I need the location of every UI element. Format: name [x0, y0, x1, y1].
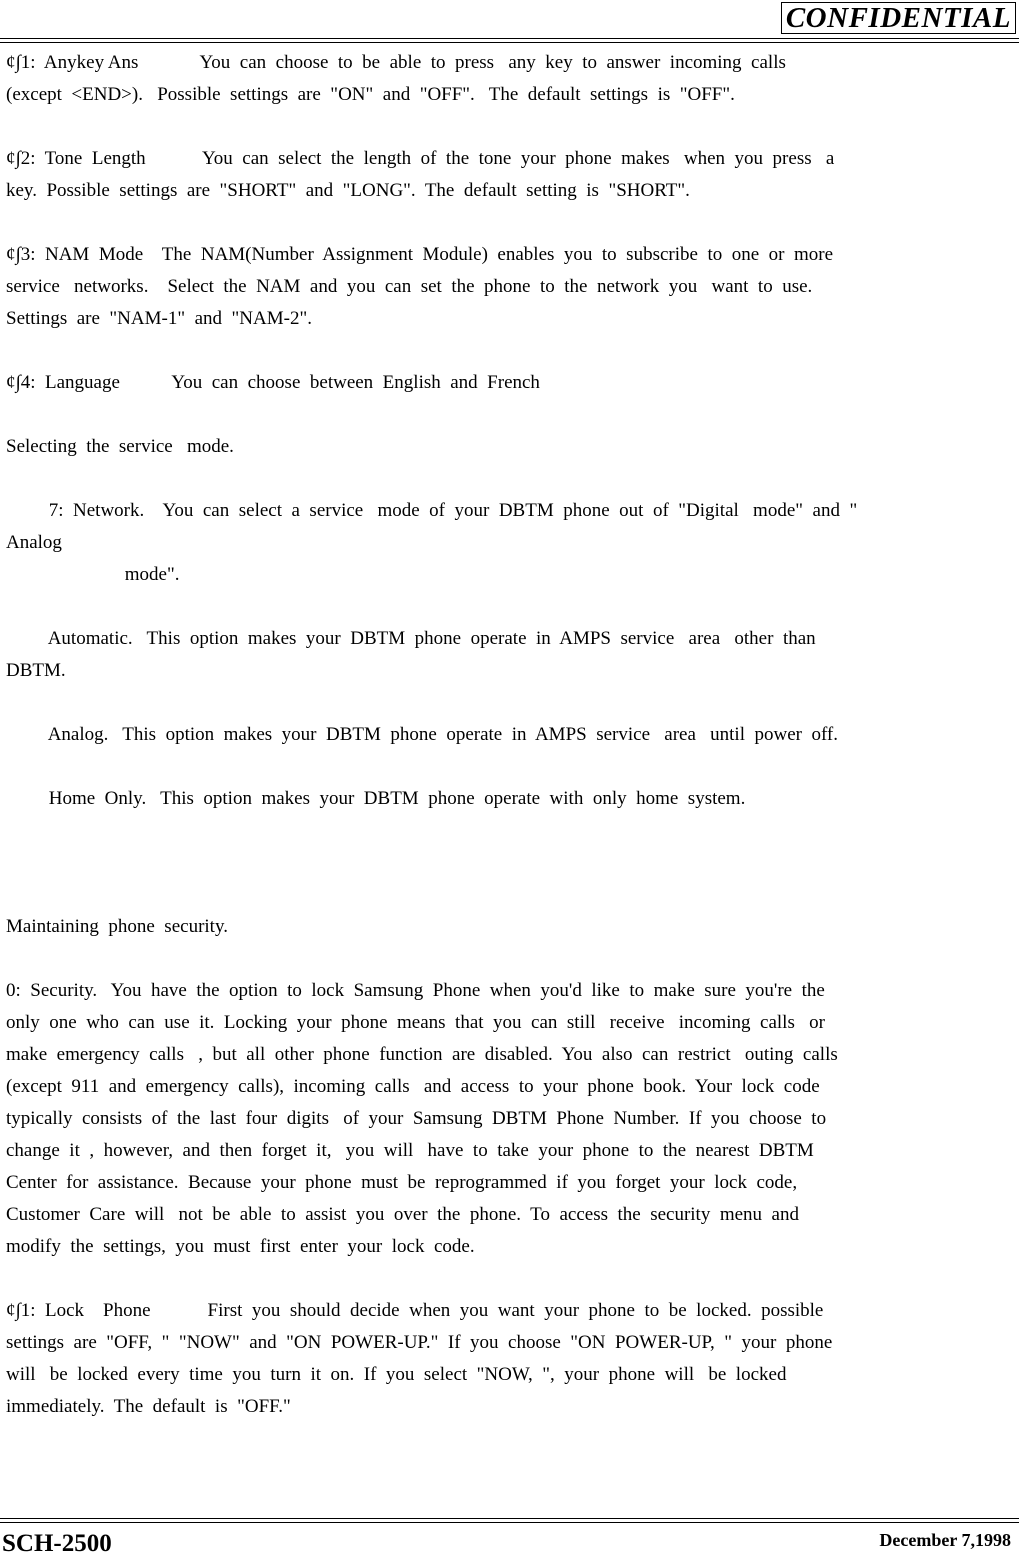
header-rule-bottom: [0, 42, 1019, 43]
text-line: modify the settings, you must first enter your lock code.: [6, 1236, 475, 1257]
text-line: 7: Network. You can select a service mode of your DBTM phone out of "Digital mode" and ": [6, 500, 858, 521]
text-line: (except <END>). Possible settings are "ON" and "OFF". The default settings is "OFF".: [6, 84, 735, 105]
section-heading: Maintaining phone security.: [6, 916, 228, 937]
section-heading: Selecting the service mode.: [6, 436, 234, 457]
header-rule-top: [0, 38, 1019, 39]
text-line: only one who can use it. Locking your phone means that you can still receive incoming calls or: [6, 1012, 825, 1033]
text-line: change it , however, and then forget it, you will have to take your phone to the nearest DBTM: [6, 1140, 814, 1161]
footer-rule-top: [0, 1518, 1019, 1519]
confidential-label: CONFIDENTIAL: [781, 2, 1016, 34]
text-line: make emergency calls , but all other phone function are disabled. You also can restrict outing calls: [6, 1044, 838, 1065]
text-line: DBTM.: [6, 660, 66, 681]
text-line: ¢∫4: Language You can choose between English and French: [6, 372, 540, 393]
text-line: 0: Security. You have the option to lock Samsung Phone when you'd like to make sure you're the: [6, 980, 825, 1001]
text-line: immediately. The default is "OFF.": [6, 1396, 291, 1417]
text-line: mode".: [6, 564, 180, 585]
document-date: December 7,1998: [879, 1530, 1011, 1550]
text-line: will be locked every time you turn it on. If you select "NOW, ", your phone will be locked: [6, 1364, 787, 1385]
text-line: typically consists of the last four digits of your Samsung DBTM Phone Number. If you choose to: [6, 1108, 827, 1129]
text-line: (except 911 and emergency calls), incoming calls and access to your phone book. Your lock code: [6, 1076, 820, 1097]
page-header: [0, 0, 1019, 44]
footer-rule-bottom: [0, 1522, 1019, 1523]
text-line: Automatic. This option makes your DBTM phone operate in AMPS service area other than: [6, 628, 816, 649]
text-line: ¢∫2: Tone Length You can select the length of the tone your phone makes when you press a: [6, 148, 835, 169]
text-line: ¢∫3: NAM Mode The NAM(Number Assignment Module) enables you to subscribe to one or more: [6, 244, 834, 265]
text-line: service networks. Select the NAM and you can set the phone to the network you want to use.: [6, 276, 813, 297]
text-line: Center for assistance. Because your phone must be reprogrammed if you forget your lock code,: [6, 1172, 798, 1193]
text-line: Home Only. This option makes your DBTM phone operate with only home system.: [6, 788, 746, 809]
text-line: Analog: [6, 532, 62, 553]
text-line: Customer Care will not be able to assist you over the phone. To access the security menu and: [6, 1204, 799, 1225]
text-line: Settings are "NAM-1" and "NAM-2".: [6, 308, 312, 329]
text-line: key. Possible settings are "SHORT" and "LONG". The default setting is "SHORT".: [6, 180, 690, 201]
text-line: settings are "OFF, " "NOW" and "ON POWER-UP." If you choose "ON POWER-UP, " your phone: [6, 1332, 833, 1353]
text-line: ¢∫1: Anykey Ans You can choose to be able to press any key to answer incoming calls: [6, 52, 786, 73]
page-footer: [0, 1518, 1019, 1558]
text-line: ¢∫1: Lock Phone First you should decide when you want your phone to be locked. possible: [6, 1300, 824, 1321]
text-line: Analog. This option makes your DBTM phone operate in AMPS service area until power off.: [6, 724, 839, 745]
model-number: SCH-2500: [2, 1530, 112, 1557]
